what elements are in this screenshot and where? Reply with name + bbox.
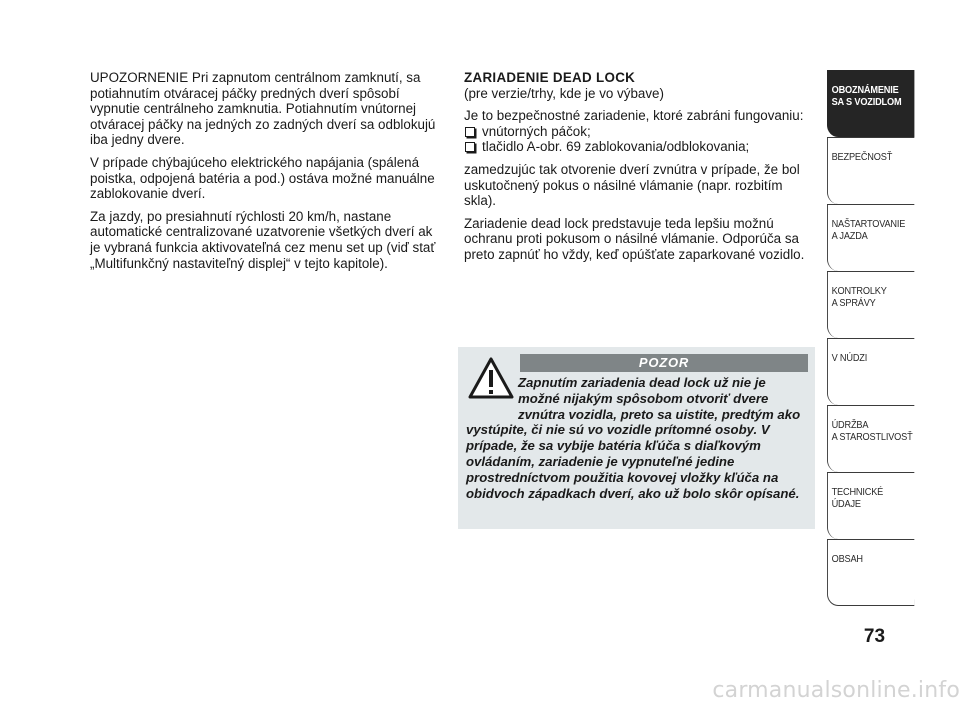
sidebar-tab-label: KONTROLKY A SPRÁVY: [831, 286, 887, 309]
sidebar-tab-label: OBOZNÁMENIE SA S VOZIDLOM: [831, 85, 902, 108]
warning-text: Zapnutím zariadenia dead lock už nie je možné nijakým spôsobom otvoriť dvere zvnútra vozidla, preto sa uistite, predtým ako vystúpite, či nie sú vo vozidle prítomné osoby. V prípade, že sa vybije batéria kľúča s diaľkovým ovládaním, zariadenie je vypnuteľné jedine prostredníctvom použitia kovovej vložky kľúča na obidvoch západkach dverí, ako už bolo skôr opísané.: [466, 375, 801, 501]
list-item-text: tlačidlo A-obr. 69 zablokovania/odblokovania;: [482, 139, 750, 155]
sidebar-tab[interactable]: [827, 137, 914, 204]
sidebar-tab[interactable]: [827, 405, 914, 472]
sidebar-tab-label: ÚDRŽBA A STAROSTLIVOSŤ: [831, 420, 913, 443]
chapter-sidebar: [827, 70, 922, 606]
section-intro: Je to bezpečnostné zariadenie, ktoré zabráni fungovaniu:: [464, 108, 804, 124]
sidebar-tab[interactable]: [827, 472, 914, 539]
list-item-text: vnútorných páčok;: [482, 123, 591, 139]
watermark: carmanualsonline.info: [712, 678, 960, 703]
list-item: [464, 124, 809, 140]
sidebar-tab[interactable]: [827, 338, 914, 405]
sidebar-tab-label: OBSAH: [831, 554, 863, 565]
left-column: [90, 70, 440, 278]
list-item: [464, 139, 809, 155]
paragraph-central-lock-warning: UPOZORNENIE Pri zapnutom centrálnom zamknutí, sa potiahnutím otváracej páčky predných dverí spôsobí vypnutie centrálneho zamknutia. Potiahnutím vnútornej otváracej páčky na jedných zo zadných dverí sa odblokujú iba jedny dvere.: [90, 70, 436, 148]
warning-text-container: [466, 375, 811, 501]
warning-box: [458, 347, 815, 529]
section-subtitle: (pre verzie/trhy, kde je vo výbave): [464, 85, 664, 101]
paragraph-auto-lock: Za jazdy, po presiahnutí rýchlosti 20 km/h, nastane automatické centralizované uzatvorenie všetkých dverí ak je vybraná funkcia aktivovateľná cez menu set up (viď stať „Multifunkčný nastaviteľný displej“ v tejto kapitole).: [90, 208, 436, 271]
warning-heading: POZOR: [520, 354, 808, 372]
section-title: ZARIADENIE DEAD LOCK: [464, 70, 636, 85]
sidebar-tab[interactable]: [827, 204, 914, 271]
checkbox-list: [464, 124, 809, 155]
paragraph-prevent-opening: zamedzujúc tak otvorenie dverí zvnútra v prípade, že bol uskutočnený pokus o násilné vlámanie (napr. rozbitím skla).: [464, 161, 800, 209]
sidebar-tab-label: BEZPEČNOSŤ: [831, 152, 893, 163]
sidebar-tab[interactable]: [827, 70, 914, 137]
sidebar-tab-label: V NÚDZI: [831, 353, 868, 364]
checkbox-icon: [465, 142, 475, 152]
paragraph-protection: Zariadenie dead lock predstavuje teda lepšiu možnú ochranu proti pokusom o násilné vlámanie. Odporúča sa preto zapnúť ho vždy, keď opúšťate zaparkované vozidlo.: [464, 215, 805, 262]
checkbox-icon: [465, 127, 475, 137]
sidebar-tab-label: TECHNICKÉ ÚDAJE: [831, 487, 884, 510]
paragraph-manual-lock: V prípade chýbajúceho elektrického napájania (spálená poistka, odpojená batéria a pod.) ostáva možné manuálne zablokovanie dverí.: [90, 154, 435, 202]
right-column: [464, 70, 809, 270]
sidebar-tab[interactable]: [827, 539, 914, 606]
sidebar-tab-label: NAŠTARTOVANIE A JAZDA: [831, 219, 906, 242]
sidebar-tab[interactable]: [827, 271, 914, 338]
page-number: 73: [863, 626, 886, 647]
